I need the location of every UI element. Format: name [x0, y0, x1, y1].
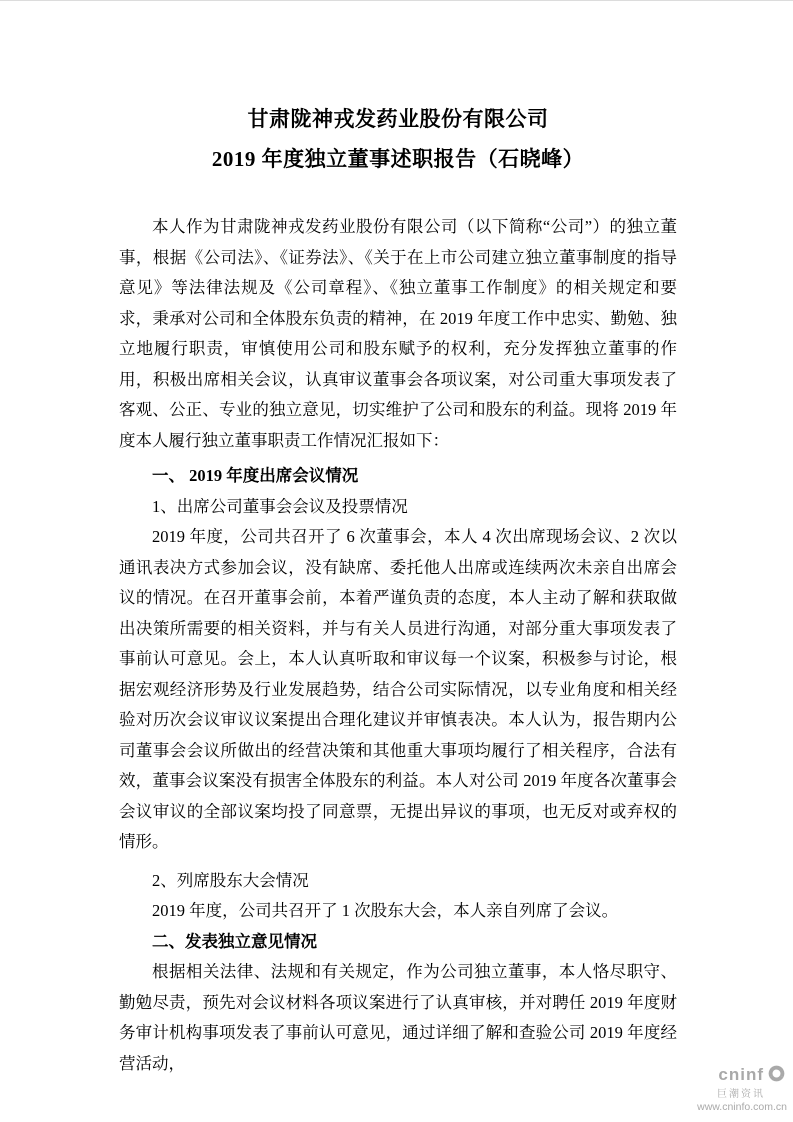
section1-subheading-2: 2、列席股东大会情况 — [152, 870, 309, 890]
cninfo-brand-text: cninf — [718, 1065, 764, 1085]
doc-title-company: 甘肃陇神戎发药业股份有限公司 — [247, 107, 549, 131]
section1-heading: 一、 2019 年度出席会议情况 — [152, 466, 359, 485]
document-body — [119, 99, 677, 1079]
cninfo-swirl-icon — [766, 1063, 787, 1089]
cninfo-url: www.cninfo.com.cn — [697, 1101, 787, 1114]
doc-title-report: 2019 年度独立董事述职报告（石晓峰） — [211, 147, 585, 171]
cninfo-watermark — [697, 1063, 787, 1114]
section2-heading: 二、发表独立意见情况 — [152, 931, 317, 951]
section1-subheading-1: 1、出席公司董事会会议及投票情况 — [152, 496, 408, 516]
section1-paragraph-1: 2019 年度，公司共召开了 6 次董事会，本人 4 次出席现场会议、2 次以通讯表决方式参加会议，没有缺席、委托他人出席或连续两次未亲自出席会议的情况。在召开董事会前，本着严谨负责的态度，本人主动了解和获取做出决策所需要的相关资料，并与有关人员进行沟通，对部分重大事项发表了事前认可意见。会上，本人认真听取和审议每一个议案，积极参与讨论，根据宏观经济形势及行业发展趋势，结合公司实际情况，以专业角度和相关经验对历次会议审议议案提出合理化建议并审慎表决。本人认为，报告期内公司董事会会议所做出的经营决策和其他重大事项均履行了相关程序，合法有效，董事会议案没有损害全体股东的利益。本人对公司 2019 年度各次董事会会议审议的全部议案均投了同意票，无提出异议的事项，也无反对或弃权的情形。 — [119, 527, 677, 851]
cninfo-brand-chinese: 巨潮资讯 — [717, 1089, 765, 1101]
section2-paragraph-1: 根据相关法律、法规和有关规定，作为公司独立董事，本人恪尽职守、勤勉尽责，预先对会议材料各项议案进行了认真审核，并对聘任 2019 年度财务审计机构事项发表了事前认可意见，通过详细了解和查验公司 2019 年度经营活动， — [119, 962, 677, 1073]
intro-paragraph: 本人作为甘肃陇神戎发药业股份有限公司（以下简称“公司”）的独立董事，根据《公司法》、《证券法》、《关于在上市公司建立独立董事制度的指导意见》等法律法规及《公司章程》、《独立董事工作制度》的相关规定和要求，秉承对公司和全体股东负责的精神，在 2019 年度工作中忠实、勤勉、独立地履行职责，审慎使用公司和股东赋予的权利，充分发挥独立董事的作用，积极出席相关会议，认真审议董事会各项议案，对公司重大事项发表了客观、公正、专业的独立意见，切实维护了公司和股东的利益。现将 2019 年度本人履行独立董事职责工作情况汇报如下： — [119, 217, 677, 450]
section1-paragraph-2: 2019 年度，公司共召开了 1 次股东大会，本人亲自列席了会议。 — [152, 901, 619, 920]
